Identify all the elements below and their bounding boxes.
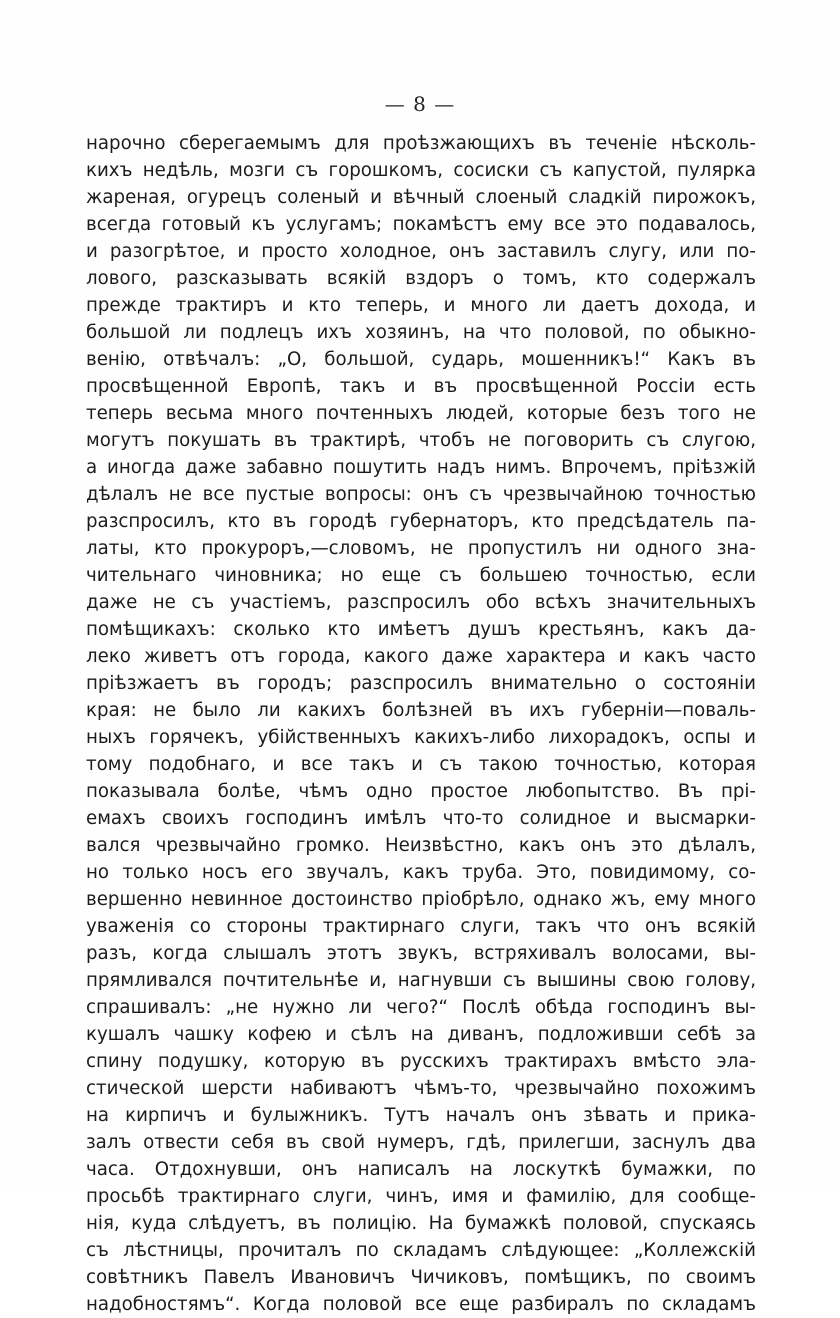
text-line: всегда готовый къ услугамъ; покамѣстъ ему все это подавалось,: [86, 214, 756, 235]
text-line: емахъ своихъ господинъ имѣлъ что-то солидное и высмарки-: [86, 808, 756, 829]
text-line: пріѣзжаетъ въ городъ; разспросилъ внимательно о состояніи: [86, 673, 756, 694]
text-line: леко живетъ отъ города, какого даже характера и какъ часто: [86, 646, 756, 667]
text-line: даже не съ участіемъ, разспросилъ обо всѣхъ значительныхъ: [86, 592, 756, 613]
text-line: а иногда даже забавно пошутить надъ нимъ. Впрочемъ, пріѣзжій: [86, 457, 756, 478]
text-line: тому подобнаго, и все такъ и съ такою точностью, которая: [86, 754, 756, 775]
text-line: уваженія со стороны трактирнаго слуги, такъ что онъ всякій: [86, 916, 756, 937]
text-line: нарочно сберегаемымъ для проѣзжающихъ въ теченіе нѣсколь-: [86, 133, 756, 154]
text-line: вершенно невинное достоинство пріобрѣло, однако жъ, ему много: [86, 889, 756, 910]
text-line: края: не было ли какихъ болѣзней въ ихъ губерніи—поваль-: [86, 700, 756, 721]
text-line: просвѣщенной Европѣ, такъ и въ просвѣщенной Россіи есть: [86, 376, 756, 397]
text-line: спину подушку, которую въ русскихъ трактирахъ вмѣсто эла-: [86, 1051, 756, 1072]
text-line: надобностямъ“. Когда половой все еще разбиралъ по складамъ: [86, 1294, 756, 1315]
text-line: ныхъ горячекъ, убійственныхъ какихъ-либо лихорадокъ, оспы и: [86, 727, 756, 748]
text-line: просьбѣ трактирнаго слуги, чинъ, имя и фамилію, для сообще-: [86, 1186, 756, 1207]
text-line: часа. Отдохнувши, онъ написалъ на лоскуткѣ бумажки, по: [86, 1159, 756, 1180]
text-line: могутъ покушать въ трактирѣ, чтобъ не поговорить съ слугою,: [86, 430, 756, 451]
text-line: кихъ недѣль, мозги съ горошкомъ, сосиски съ капустой, пулярка: [86, 160, 756, 181]
text-line: стической шерсти набиваютъ чѣмъ-то, чрезвычайно похожимъ: [86, 1078, 756, 1099]
text-line: чительнаго чиновника; но еще съ большею точностью, если: [86, 565, 756, 586]
text-line: лового, разсказывать всякій вздоръ о томъ, кто содержалъ: [86, 268, 756, 289]
text-line: показывала болѣе, чѣмъ одно простое любопытство. Въ прі-: [86, 781, 756, 802]
text-line: залъ отвести себя въ свой нумеръ, гдѣ, прилегши, заснулъ два: [86, 1132, 756, 1153]
text-line: большой ли подлецъ ихъ хозяинъ, на что половой, по обыкно-: [86, 322, 756, 343]
text-line: и разогрѣтое, и просто холодное, онъ заставилъ слугу, или по-: [86, 241, 756, 262]
text-line: венію, отвѣчалъ: „О, большой, сударь, мошенникъ!“ Какъ въ: [86, 349, 756, 370]
text-line: помѣщикахъ: сколько кто имѣетъ душъ крестьянъ, какъ да-: [86, 619, 756, 640]
text-line: дѣлалъ не все пустые вопросы: онъ съ чрезвычайною точностью: [86, 484, 756, 505]
text-line: совѣтникъ Павелъ Ивановичъ Чичиковъ, помѣщикъ, по своимъ: [86, 1267, 756, 1288]
text-line: на кирпичъ и булыжникъ. Тутъ началъ онъ зѣвать и прика-: [86, 1105, 756, 1126]
text-line: но только носъ его звучалъ, какъ труба. Это, повидимому, со-: [86, 862, 756, 883]
body-text: [86, 130, 756, 1318]
text-line: съ лѣстницы, прочиталъ по складамъ слѣдующее: „Коллежскій: [86, 1240, 756, 1261]
text-line: жареная, огурецъ соленый и вѣчный слоеный сладкій пирожокъ,: [86, 187, 756, 208]
text-line: разъ, когда слышалъ этотъ звукъ, встряхивалъ волосами, вы-: [86, 943, 756, 964]
text-line: теперь весьма много почтенныхъ людей, которые безъ того не: [86, 403, 756, 424]
text-line: прямливался почтительнѣе и, нагнувши съ вышины свою голову,: [86, 970, 756, 991]
text-line: латы, кто прокуроръ,—словомъ, не пропустилъ ни одного зна-: [86, 538, 756, 559]
page-number: — 8 —: [384, 92, 456, 116]
text-line: вался чрезвычайно громко. Неизвѣстно, какъ онъ это дѣлалъ,: [86, 835, 756, 856]
text-line: разспросилъ, кто въ городѣ губернаторъ, кто предсѣдатель па-: [86, 511, 756, 532]
text-line: кушалъ чашку кофею и сѣлъ на диванъ, подложивши себѣ за: [86, 1024, 756, 1045]
text-line: спрашивалъ: „не нужно ли чего?“ Послѣ обѣда господинъ вы-: [86, 997, 756, 1018]
text-line: нія, куда слѣдуетъ, въ полицію. На бумажкѣ половой, спускаясь: [86, 1213, 756, 1234]
text-line: прежде трактиръ и кто теперь, и много ли даетъ дохода, и: [86, 295, 756, 316]
